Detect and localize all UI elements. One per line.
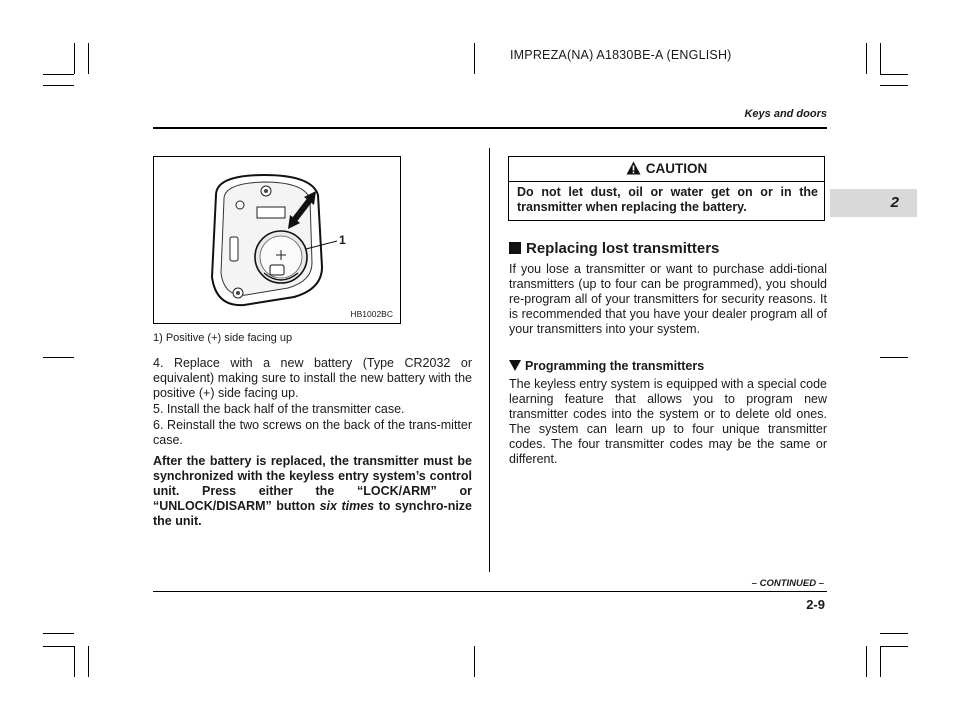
step-6-text: 6. Reinstall the two screws on the back of the trans-mitter case. xyxy=(153,418,472,447)
square-bullet-icon xyxy=(509,242,521,254)
note-text-part2: to synchro-nize the unit. xyxy=(153,499,472,528)
replacing-lost-transmitters-heading xyxy=(509,240,719,257)
step-5-text: 5. Install the back half of the transmitter case. xyxy=(153,402,405,416)
chapter-number: 2 xyxy=(890,194,899,211)
warning-triangle-icon xyxy=(626,161,641,175)
lost-transmitters-paragraph: If you lose a transmitter or want to purchase addi-tional transmitters (up to four can be programmed), you should re-program all of your transmitters for security reasons. It is recommended that you have your dealer program all of your transmitters into your system. xyxy=(509,262,827,336)
caution-text: Do not let dust, oil or water get on or in the transmitter when replacing the battery. xyxy=(517,185,818,214)
note-text-part1: After the battery is replaced, the transmitter must be synchronized with the keyless entry system’s control unit. Press either the “LOCK/ARM” or “UNLOCK/DISARM” button xyxy=(153,454,472,513)
figure-callout-number: 1 xyxy=(339,233,346,247)
programming-transmitters-subheading xyxy=(509,359,704,373)
note-emphasis: six times xyxy=(319,499,375,513)
column-divider xyxy=(489,148,490,572)
down-triangle-bullet-icon xyxy=(509,360,521,371)
footer-rule xyxy=(153,591,827,592)
transmitter-battery-illustration xyxy=(154,157,400,323)
caution-header xyxy=(509,157,824,182)
synchronization-note xyxy=(153,454,472,529)
subheading-text: Programming the transmitters xyxy=(525,359,705,373)
programming-paragraph: The keyless entry system is equipped with a special code learning feature that allows you to program new transmitter codes into the system or to delete old ones. The system can learn up to four unique transmitter codes. The four transmitter codes may be the same or different. xyxy=(509,377,827,466)
heading-text: Replacing lost transmitters xyxy=(526,240,720,257)
section-title: Keys and doors xyxy=(744,108,827,120)
caution-title: CAUTION xyxy=(645,161,708,176)
document-code: IMPREZA(NA) A1830BE-A (ENGLISH) xyxy=(510,48,732,62)
figure-image-code: HB1002BC xyxy=(350,309,393,319)
transmitter-figure xyxy=(153,156,401,324)
header-rule xyxy=(153,127,827,129)
caution-box xyxy=(508,156,825,221)
page-number: 2-9 xyxy=(806,597,825,612)
chapter-tab xyxy=(830,189,917,217)
step-4-text: 4. Replace with a new battery (Type CR2032 or equivalent) making sure to install the new battery with the positive (+) side facing up. xyxy=(153,356,472,400)
figure-caption: 1) Positive (+) side facing up xyxy=(153,332,293,344)
continued-label: – CONTINUED – xyxy=(751,578,824,589)
